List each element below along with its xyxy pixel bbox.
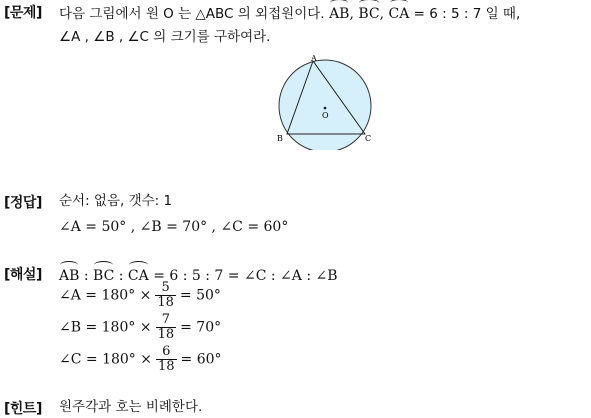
circumcircle-figure bbox=[270, 50, 380, 150]
hint-text: 원주각과 호는 비례한다. bbox=[59, 399, 203, 415]
fraction-numerator: 7 bbox=[161, 312, 170, 327]
arc-ab: AB bbox=[329, 2, 349, 23]
fraction-7-18 bbox=[156, 313, 177, 342]
fraction-numerator: 5 bbox=[161, 280, 170, 295]
problem-line-1: 다음 그림에서 원 O 는 △ABC 의 외접원이다. AB, BC, CA = 6 : 5 : 7 일 때, bbox=[59, 2, 520, 23]
center-point bbox=[324, 107, 327, 110]
vertex-label-c: C bbox=[365, 134, 372, 143]
fraction-numerator: 6 bbox=[162, 344, 171, 359]
arc-bc: BC bbox=[358, 2, 379, 23]
hint-label: [힌트] bbox=[4, 401, 42, 417]
row-c-lhs: ∠C = 180° × bbox=[59, 351, 152, 368]
arc-ca: CA bbox=[389, 2, 410, 23]
answer-label: [정답] bbox=[4, 195, 42, 211]
problem-ratio: = 6 : 5 : 7 일 때, bbox=[409, 6, 521, 22]
fraction-5-18 bbox=[155, 281, 176, 310]
answer-line-2: ∠A = 50° , ∠B = 70° , ∠C = 60° bbox=[59, 219, 289, 235]
vertex-label-b: B bbox=[277, 134, 283, 143]
row-b-rhs: = 70° bbox=[180, 319, 222, 336]
row-c-rhs: = 60° bbox=[180, 351, 222, 368]
solution-arc-bc: BC bbox=[93, 264, 114, 285]
row-b-lhs: ∠B = 180° × bbox=[59, 319, 152, 336]
fraction-denominator: 18 bbox=[157, 359, 175, 374]
solution-ratio-line: AB : BC : CA = 6 : 5 : 7 = ∠C : ∠A : ∠B bbox=[59, 264, 338, 285]
solution-label: [해설] bbox=[4, 267, 42, 283]
solution-row-a bbox=[59, 281, 221, 310]
center-label-o: O bbox=[322, 111, 329, 120]
solution-row-c bbox=[59, 345, 222, 374]
fraction-denominator: 18 bbox=[157, 295, 174, 310]
solution-arc-ca: CA bbox=[128, 264, 149, 285]
solution-ratio-text: = 6 : 5 : 7 = ∠C : ∠A : ∠B bbox=[148, 268, 338, 284]
solution-arc-ab: AB bbox=[59, 264, 79, 285]
fraction-6-18 bbox=[156, 345, 177, 374]
circumcircle bbox=[279, 60, 371, 150]
problem-text: 다음 그림에서 원 O 는 △ABC 의 외접원이다. bbox=[59, 6, 325, 22]
fraction-denominator: 18 bbox=[157, 327, 175, 342]
solution-row-b bbox=[59, 313, 221, 342]
row-a-rhs: = 50° bbox=[179, 287, 221, 304]
vertex-label-a: A bbox=[311, 54, 317, 63]
problem-line-2: ∠A , ∠B , ∠C 의 크기를 구하여라. bbox=[59, 29, 271, 45]
answer-line-1: 순서: 없음, 갯수: 1 bbox=[59, 193, 173, 209]
problem-label: [문제] bbox=[4, 5, 42, 21]
row-a-lhs: ∠A = 180° × bbox=[59, 287, 152, 304]
